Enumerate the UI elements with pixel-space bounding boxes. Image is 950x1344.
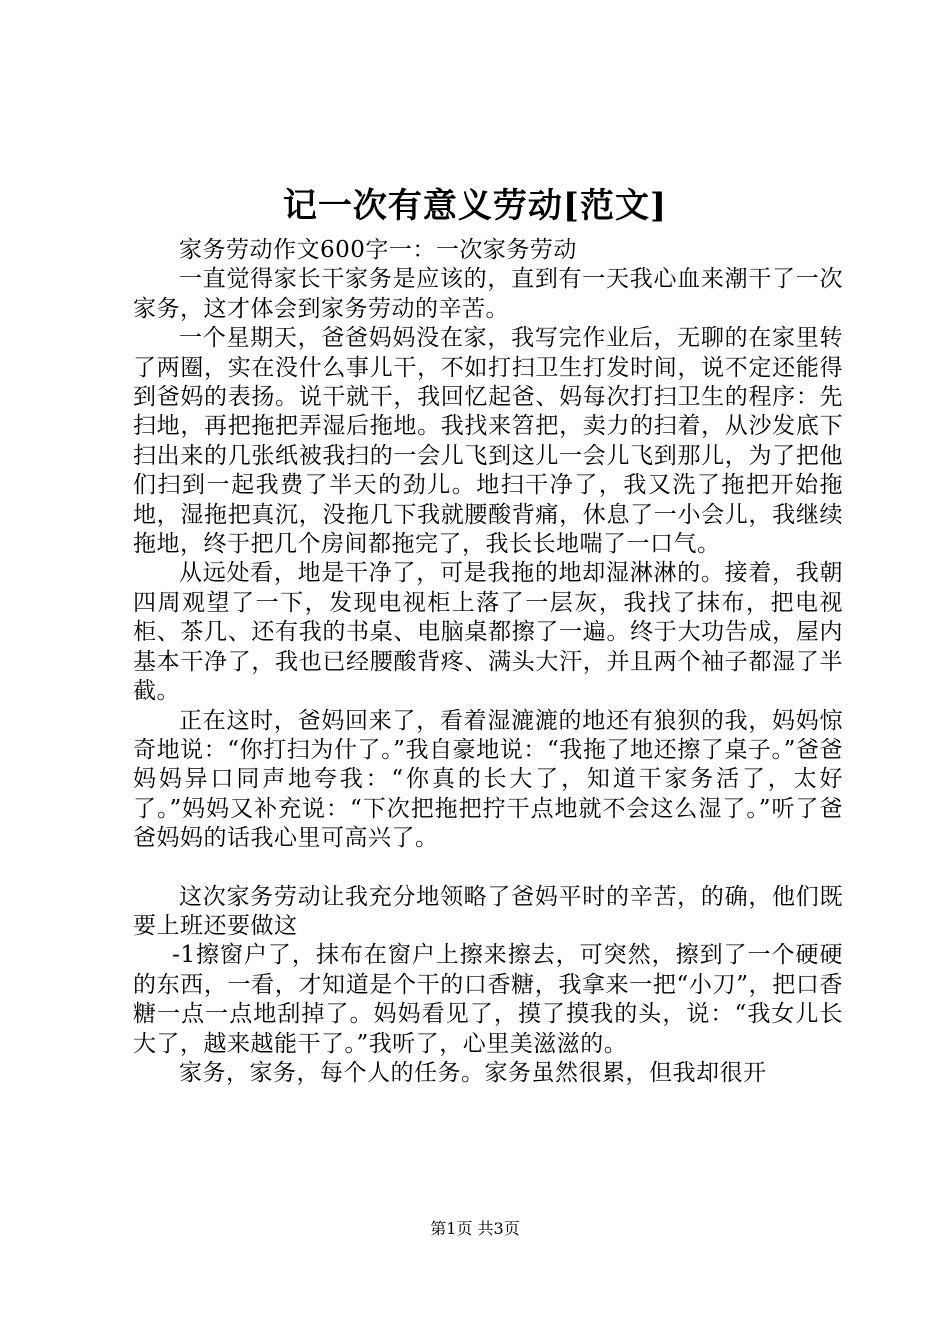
document-body — [133, 236, 843, 1088]
paragraph-subtitle: 家务劳动作文600字一：一次家务劳动 — [179, 237, 577, 263]
paragraph: 正在这时，爸妈回来了，看着湿漉漉的地还有狼狈的我，妈妈惊奇地说：“你打扫为什了。”我自豪地说：“我拖了地还擦了桌子。”爸爸妈妈异口同声地夸我：“你真的长大了，知道干家务活了，太好了。”妈妈又补充说：“下次把拖把拧干点地就不会这么湿了。”听了爸爸妈妈的话我心里可高兴了。 — [133, 707, 843, 852]
paragraph: -1擦窗户了，抹布在窗户上擦来擦去，可突然，擦到了一个硬硬的东西，一看，才知道是个干的口香糖，我拿来一把“小刀”，把口香糖一点一点地刮掉了。妈妈看见了，摸了摸我的头，说：“我女儿长大了，越来越能干了。”我听了，心里美滋滋的。 — [133, 942, 843, 1057]
paragraph: 这次家务劳动让我充分地领略了爸妈平时的辛苦，的确，他们既要上班还要做这 — [133, 883, 843, 939]
paragraph: 一直觉得家长干家务是应该的，直到有一天我心血来潮干了一次家务，这才体会到家务劳动的辛苦。 — [133, 266, 843, 322]
paragraph: 一个星期天，爸爸妈妈没在家，我写完作业后，无聊的在家里转了两圈，实在没什么事儿干，不如打扫卫生打发时间，说不定还能得到爸妈的表扬。说干就干，我回忆起爸、妈每次打扫卫生的程序：先扫地，再把拖把弄湿后拖地。我找来笤把，卖力的扫着，从沙发底下扫出来的几张纸被我扫的一会儿飞到这儿一会儿飞到那儿，为了把他们扫到一起我费了半天的劲儿。地扫干净了，我又洗了拖把开始拖地，湿拖把真沉，没拖几下我就腰酸背痛，休息了一小会儿，我继续拖地，终于把几个房间都拖完了，我长长地喘了一口气。 — [133, 325, 843, 558]
document-title: 记一次有意义劳动[范文] — [282, 186, 668, 226]
paragraph: 家务，家务，每个人的任务。家务虽然很累，但我却很开 — [179, 1059, 767, 1086]
page-number-footer: 第1页 共3页 — [430, 1219, 520, 1238]
paragraph: 从远处看，地是干净了，可是我拖的地却湿淋淋的。接着，我朝四周观望了一下，发现电视柜上落了一层灰，我找了抹布，把电视柜、茶几、还有我的书桌、电脑桌都擦了一遍。终于大功告成，屋内基本干净了，我也已经腰酸背疼、满头大汗，并且两个袖子都湿了半截。 — [133, 560, 843, 705]
